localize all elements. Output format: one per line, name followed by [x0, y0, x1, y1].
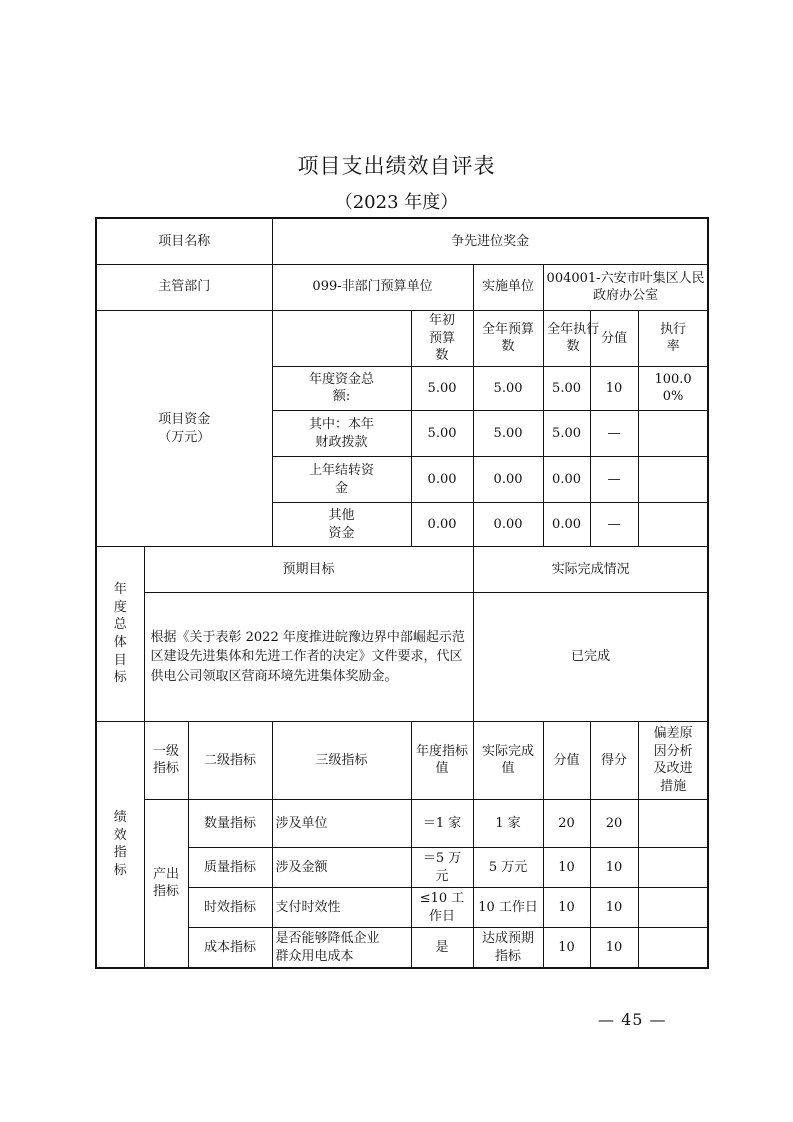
page-number: — 45 —	[598, 1010, 667, 1029]
actual-status-text: 已完成	[473, 593, 708, 721]
funds-cell: 5.00	[473, 366, 543, 410]
deviation-note	[638, 928, 708, 968]
got-value: 10	[590, 928, 638, 968]
deviation-note	[638, 888, 708, 928]
funds-cell: 0.00	[473, 503, 543, 547]
actual-value: 5 万元	[473, 848, 543, 888]
perf-header: 得分	[590, 721, 638, 799]
dept-value: 099-非部门预算单位	[272, 264, 473, 310]
score-value: 20	[543, 799, 590, 847]
funds-cell	[638, 457, 708, 503]
perf-header: 实际完成值	[473, 721, 543, 799]
funds-cell: 0.00	[543, 457, 590, 503]
funds-header: 全年预算数	[473, 310, 543, 366]
impl-value: 004001-六安市叶集区人民政府办公室	[543, 264, 708, 310]
performance-table	[95, 217, 709, 969]
funds-cell: 0.00	[543, 503, 590, 547]
funds-cell: 10	[590, 366, 638, 410]
funds-header: 执行率	[638, 310, 708, 366]
got-value: 10	[590, 848, 638, 888]
target-value: 是	[411, 928, 473, 968]
funds-header: 分值	[590, 310, 638, 366]
level1-indicator: 产出指标	[144, 799, 188, 968]
funds-cell: —	[590, 503, 638, 547]
got-value: 10	[590, 888, 638, 928]
actual-value: 10 工作日	[473, 888, 543, 928]
funds-cell: 5.00	[411, 366, 473, 410]
annual-goal-label: 年度总体目标	[96, 547, 144, 721]
funds-cell: 100.00%	[638, 366, 708, 410]
actual-value: 1 家	[473, 799, 543, 847]
target-value: ≤10 工作日	[411, 888, 473, 928]
score-value: 10	[543, 888, 590, 928]
funds-cell: 0.00	[411, 457, 473, 503]
funds-cell: 0.00	[473, 457, 543, 503]
perf-header: 三级指标	[272, 721, 411, 799]
level3-indicator: 涉及金额	[272, 848, 411, 888]
expected-goal-text: 根据《关于表彰 2022 年度推进皖豫边界中部崛起示范区建设先进集体和先进工作者的决定》文件要求，代区供电公司领取区营商环境先进集体奖励金。	[144, 593, 473, 721]
perf-header: 一级指标	[144, 721, 188, 799]
funds-cell: 5.00	[411, 410, 473, 456]
perf-header: 分值	[543, 721, 590, 799]
page-title: 项目支出绩效自评表	[297, 154, 496, 178]
level2-indicator: 数量指标	[188, 799, 272, 847]
funds-cell: 5.00	[543, 366, 590, 410]
project-name-value: 争先进位奖金	[272, 218, 708, 264]
funds-cell: 5.00	[543, 410, 590, 456]
funds-cell: —	[590, 410, 638, 456]
level3-indicator: 涉及单位	[272, 799, 411, 847]
funds-cell	[638, 503, 708, 547]
page-subtitle: （2023 年度）	[334, 192, 459, 213]
actual-status-header: 实际完成情况	[473, 547, 708, 593]
expected-goal-header: 预期目标	[144, 547, 473, 593]
level2-indicator: 成本指标	[188, 928, 272, 968]
funds-label: 项目资金（万元）	[96, 310, 272, 547]
funds-cell: —	[590, 457, 638, 503]
funds-cell	[638, 410, 708, 456]
deviation-note	[638, 848, 708, 888]
perf-header: 二级指标	[188, 721, 272, 799]
dept-label: 主管部门	[96, 264, 272, 310]
got-value: 20	[590, 799, 638, 847]
target-value: ＝1 家	[411, 799, 473, 847]
perf-header: 偏差原因分析及改进措施	[638, 721, 708, 799]
funds-row-label: 年度资金总额:	[272, 366, 411, 410]
level3-indicator: 是否能够降低企业群众用电成本	[272, 928, 411, 968]
deviation-note	[638, 799, 708, 847]
impl-label: 实施单位	[473, 264, 543, 310]
score-value: 10	[543, 928, 590, 968]
funds-row-label: 其中：本年财政拨款	[272, 410, 411, 456]
funds-cell: 5.00	[473, 410, 543, 456]
funds-row-label: 其他资金	[272, 503, 411, 547]
target-value: ＝5 万元	[411, 848, 473, 888]
score-value: 10	[543, 848, 590, 888]
performance-label: 绩效指标	[96, 721, 144, 968]
level3-indicator: 支付时效性	[272, 888, 411, 928]
level2-indicator: 时效指标	[188, 888, 272, 928]
perf-header: 年度指标值	[411, 721, 473, 799]
project-name-label: 项目名称	[96, 218, 272, 264]
funds-header-blank	[272, 310, 411, 366]
funds-cell: 0.00	[411, 503, 473, 547]
funds-row-label: 上年结转资金	[272, 457, 411, 503]
funds-header: 年初预算数	[411, 310, 473, 366]
funds-header: 全年执行数	[543, 310, 590, 366]
level2-indicator: 质量指标	[188, 848, 272, 888]
actual-value: 达成预期指标	[473, 928, 543, 968]
